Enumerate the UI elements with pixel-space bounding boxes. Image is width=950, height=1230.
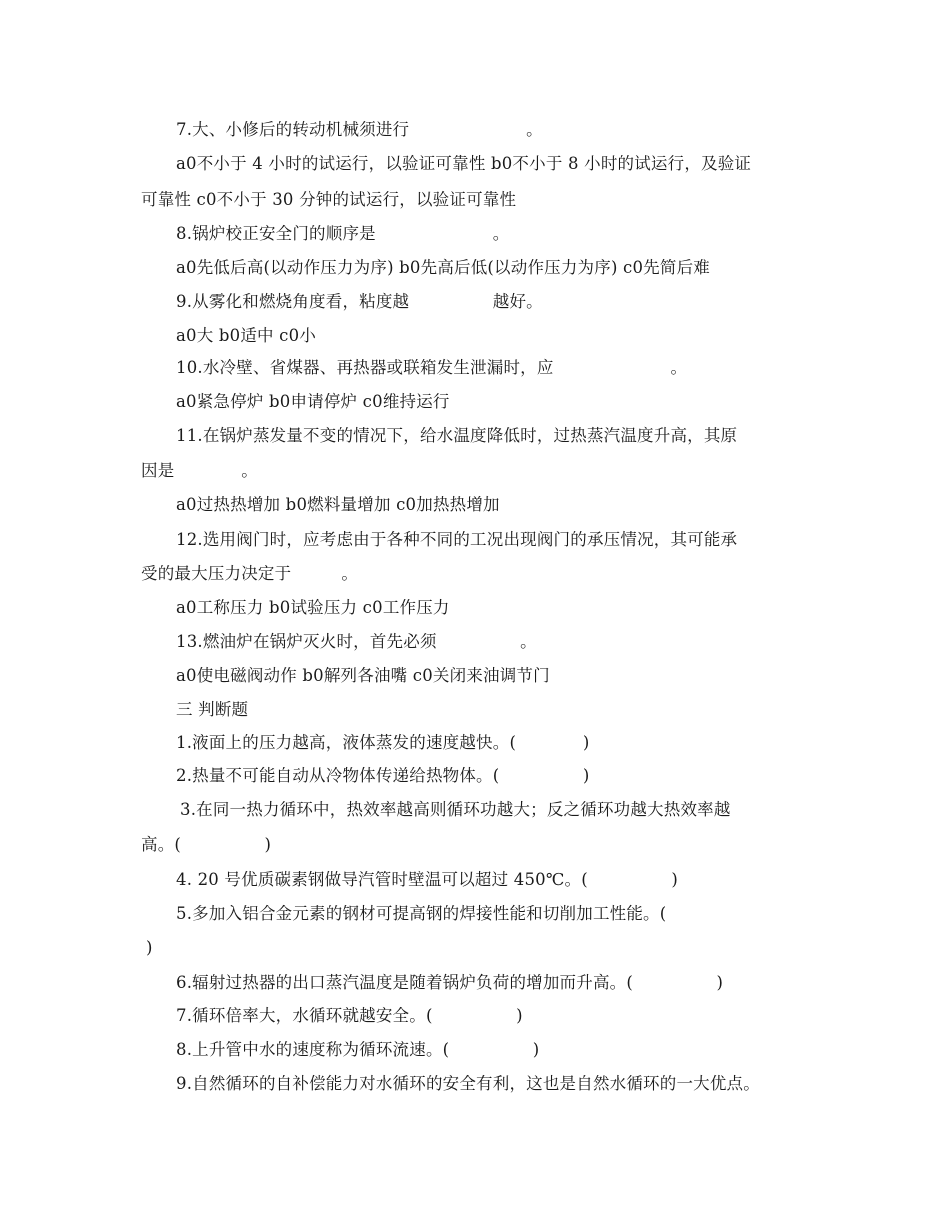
question-10-options: a0紧急停炉 b0申请停炉 c0维持运行 [176, 392, 450, 411]
section-heading-true-false: 三 判断题 [176, 700, 249, 719]
question-11-options: a0过热热增加 b0燃料量增加 c0加热热增加 [176, 495, 500, 514]
question-9-stem: 9.从雾化和燃烧角度看，粘度越 越好。 [176, 292, 543, 311]
question-13-options: a0使电磁阀动作 b0解列各油嘴 c0关闭来油调节门 [176, 666, 550, 685]
judgment-6: 6.辐射过热器的出口蒸汽温度是随着锅炉负荷的增加而升高。( ) [176, 973, 724, 992]
question-7-options-cont: 可靠性 c0不小于 30 分钟的试运行，以验证可靠性 [141, 190, 517, 209]
judgment-3: 3.在同一热力循环中，热效率越高则循环功越大；反之循环功越大热效率越 [180, 800, 731, 819]
judgment-4: 4. 20 号优质碳素钢做导汽管时壁温可以超过 450℃。( ) [176, 870, 678, 889]
question-9-options: a0大 b0适中 c0小 [176, 326, 317, 345]
question-11-stem: 11.在锅炉蒸发量不变的情况下，给水温度降低时，过热蒸汽温度升高，其原 [176, 426, 738, 445]
judgment-1: 1.液面上的压力越高，液体蒸发的速度越快。( ) [176, 733, 590, 752]
question-13-stem: 13.燃油炉在锅炉灭火时，首先必须 。 [176, 632, 537, 651]
question-8-options: a0先低后高(以动作压力为序) b0先高后低(以动作压力为序) c0先简后难 [176, 258, 710, 277]
question-12-stem-cont: 受的最大压力决定于 。 [141, 564, 359, 583]
judgment-5-cont: ) [146, 938, 153, 957]
question-7-stem: 7.大、小修后的转动机械须进行 。 [176, 120, 543, 139]
question-7-options: a0不小于 4 小时的试运行，以验证可靠性 b0不小于 8 小时的试运行，及验证 [176, 154, 752, 173]
question-11-stem-cont: 因是 。 [141, 461, 258, 480]
judgment-2: 2.热量不可能自动从冷物体传递给热物体。( ) [176, 766, 590, 785]
question-10-stem: 10.水冷壁、省煤器、再热器或联箱发生泄漏时，应 。 [176, 358, 688, 377]
judgment-8: 8.上升管中水的速度称为循环流速。( ) [176, 1040, 540, 1059]
question-12-options: a0工称压力 b0试验压力 c0工作压力 [176, 598, 450, 617]
judgment-7: 7.循环倍率大，水循环就越安全。( ) [176, 1006, 523, 1025]
judgment-3-cont: 高。( ) [141, 835, 272, 854]
judgment-9: 9.自然循环的自补偿能力对水循环的安全有利，这也是自然水循环的一大优点。 [176, 1074, 760, 1093]
judgment-5: 5.多加入铝合金元素的钢材可提高钢的焊接性能和切削加工性能。( [176, 904, 667, 923]
question-12-stem: 12.选用阀门时，应考虑由于各种不同的工况出现阀门的承压情况，其可能承 [176, 530, 738, 549]
question-8-stem: 8.锅炉校正安全门的顺序是 。 [176, 224, 510, 243]
